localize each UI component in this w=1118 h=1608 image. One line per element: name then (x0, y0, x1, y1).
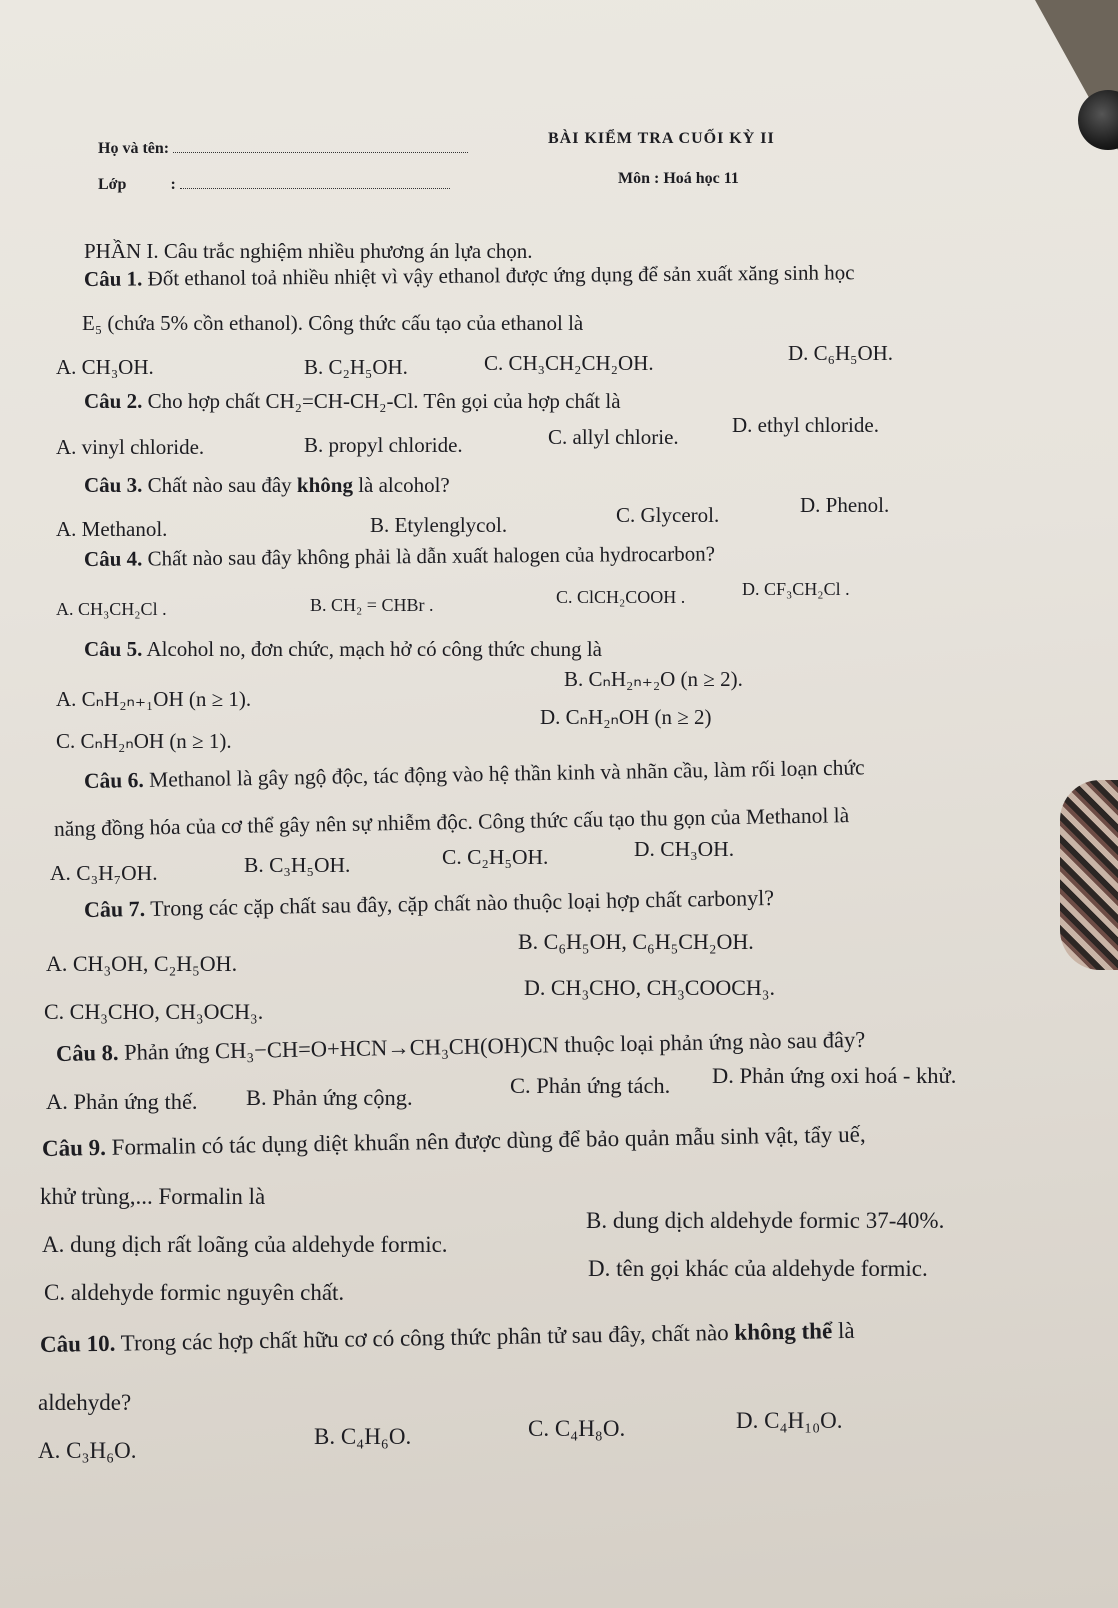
question-9-stem: Câu 9. Formalin có tác dụng diệt khuẩn nên được dùng để bảo quản mẫu sinh vật, tẩy uế, (41, 1121, 866, 1161)
q5-option-d: D. CₙH₂ₙOH (n ≥ 2) (540, 705, 712, 729)
q7-option-d: D. CH₃CHO, CH₃COOCH₃. (524, 975, 775, 1000)
q9-option-d: D. tên gọi khác của aldehyde formic. (588, 1256, 928, 1281)
q10-option-a: A. C₃H₆O. (38, 1438, 137, 1463)
name-blank (173, 138, 468, 153)
question-3-stem: Câu 3. Chất nào sau đây không là alcohol? (84, 473, 450, 497)
class-label: Lớp (98, 176, 127, 193)
question-2-stem: Câu 2. Cho hợp chất CH₂=CH-CH₂-Cl. Tên gọi của hợp chất là (84, 389, 621, 413)
q2-option-a: A. vinyl chloride. (56, 435, 205, 459)
name-label: Họ và tên: (98, 140, 170, 157)
q2-option-b: B. propyl chloride. (304, 433, 463, 457)
question-1-stem-2: E₅ (chứa 5% cồn ethanol). Công thức cấu tạo của ethanol là (82, 311, 584, 335)
q8-option-d: D. Phản ứng oxi hoá - khử. (712, 1063, 957, 1088)
q7-option-a: A. CH₃OH, C₂H₅OH. (46, 951, 238, 976)
q6-option-b: B. C₃H₅OH. (244, 853, 351, 877)
q7-option-b: B. C₆H₅OH, C₆H₅CH₂OH. (518, 929, 754, 954)
q6-option-d: D. CH₃OH. (634, 837, 735, 861)
question-7-stem: Câu 7. Trong các cặp chất sau đây, cặp chất nào thuộc loại hợp chất carbonyl? (83, 884, 775, 922)
question-8-stem: Câu 8. Phản ứng CH₃−CH=O+HCN→CH₃CH(OH)CN thuộc loại phản ứng nào sau đây? (55, 1026, 866, 1066)
subject: Môn : Hoá học 11 (618, 170, 739, 187)
q8-option-b: B. Phản ứng cộng. (246, 1085, 413, 1110)
question-1-stem: Câu 1. Đốt ethanol toả nhiều nhiệt vì vậy ethanol được ứng dụng để sản xuất xăng sinh học (83, 260, 855, 291)
q10-option-c: C. C₄H₈O. (528, 1416, 626, 1441)
q4-option-d: D. CF₃CH₂Cl . (742, 579, 850, 599)
name-field (98, 138, 468, 158)
q3-option-a: A. Methanol. (56, 517, 168, 541)
q6-option-a: A. C₃H₇OH. (50, 861, 158, 885)
question-4-stem: Câu 4. Chất nào sau đây không phải là dẫn xuất halogen của hydrocarbon? (83, 541, 716, 571)
class-colon: : (170, 176, 176, 193)
part-title: PHẦN I. Câu trắc nghiệm nhiều phương án lựa chọn. (84, 239, 533, 263)
q4-option-c: C. ClCH₂COOH . (556, 587, 686, 607)
q8-option-c: C. Phản ứng tách. (510, 1073, 671, 1098)
q8-option-a: A. Phản ứng thế. (46, 1089, 198, 1114)
exam-title: BÀI KIỂM TRA CUỐI KỲ II (548, 130, 775, 147)
q9-option-a: A. dung dịch rất loãng của aldehyde formic. (42, 1232, 448, 1257)
q10-option-d: D. C₄H₁₀O. (736, 1408, 843, 1433)
question-9-stem-2: khử trùng,... Formalin là (40, 1184, 266, 1209)
q3-option-c: C. Glycerol. (616, 503, 720, 527)
q1-option-c: C. CH₃CH₂CH₂OH. (484, 351, 654, 375)
q5-option-a: A. CₙH₂ₙ₊₁OH (n ≥ 1). (56, 687, 252, 711)
q2-option-d: D. ethyl chloride. (732, 413, 879, 437)
q5-option-b: B. CₙH₂ₙ₊₂O (n ≥ 2). (564, 667, 743, 691)
q9-option-b: B. dung dịch aldehyde formic 37-40%. (586, 1208, 945, 1233)
question-10-stem-2: aldehyde? (38, 1390, 132, 1415)
q6-option-c: C. C₂H₅OH. (442, 845, 549, 869)
class-blank (180, 174, 450, 189)
q9-option-c: C. aldehyde formic nguyên chất. (44, 1280, 345, 1305)
fabric-edge (1060, 780, 1118, 970)
q4-option-a: A. CH₃CH₂Cl . (56, 599, 167, 619)
q4-option-b: B. CH₂ = CHBr . (310, 595, 434, 615)
q5-option-c: C. CₙH₂ₙOH (n ≥ 1). (56, 729, 232, 753)
q1-option-a: A. CH₃OH. (56, 355, 154, 379)
question-10-stem: Câu 10. Trong các hợp chất hữu cơ có công thức phân tử sau đây, chất nào không thể là (39, 1317, 855, 1357)
question-6-stem-2: năng đồng hóa của cơ thể gây nên sự nhiễm độc. Công thức cấu tạo thu gọn của Methanol là (53, 803, 850, 841)
question-6-stem: Câu 6. Methanol là gây ngộ độc, tác động vào hệ thần kinh và nhãn cầu, làm rối loạn chức (83, 755, 865, 793)
class-field (98, 174, 450, 194)
question-5-stem: Câu 5. Alcohol no, đơn chức, mạch hở có công thức chung là (84, 637, 602, 661)
q2-option-c: C. allyl chlorie. (548, 425, 679, 449)
q10-option-b: B. C₄H₆O. (314, 1424, 412, 1449)
q7-option-c: C. CH₃CHO, CH₃OCH₃. (44, 999, 264, 1024)
q3-option-b: B. Etylenglycol. (370, 513, 508, 537)
q1-option-d: D. C₆H₅OH. (788, 341, 894, 365)
q1-option-b: B. C₂H₅OH. (304, 355, 408, 379)
q3-option-d: D. Phenol. (800, 493, 890, 517)
